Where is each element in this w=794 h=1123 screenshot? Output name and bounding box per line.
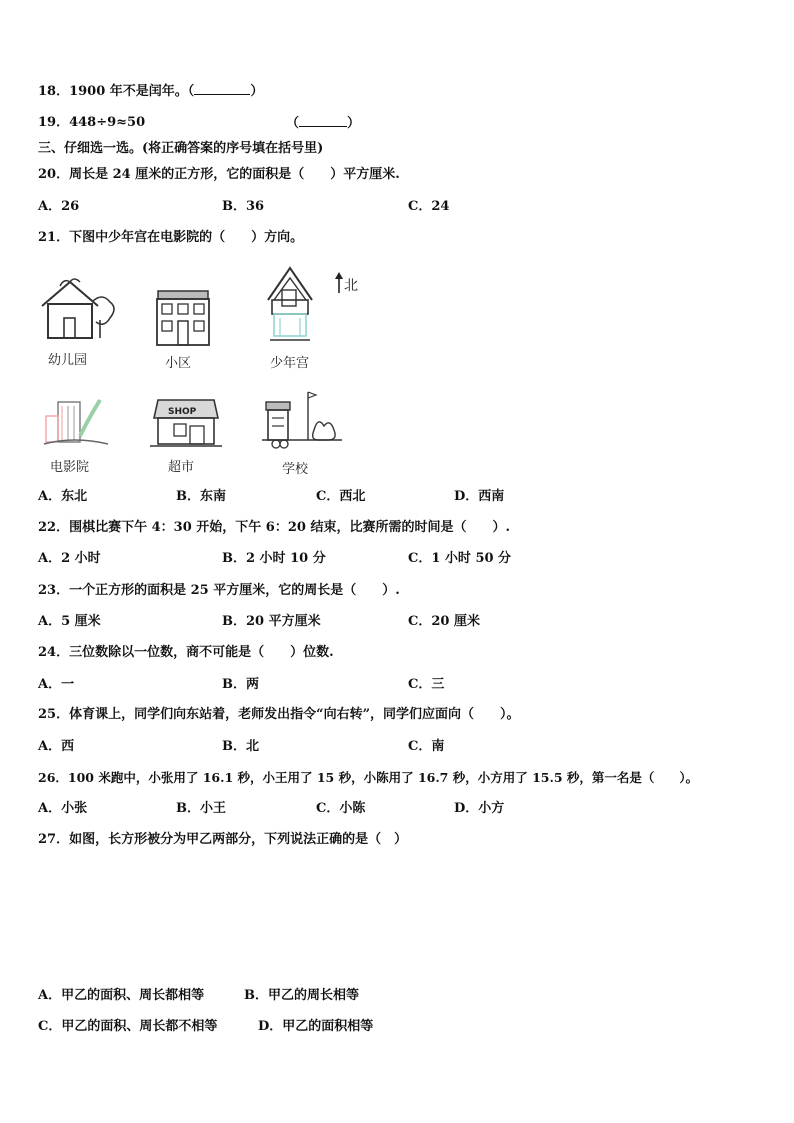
q26-option-a[interactable]: A．小张	[38, 801, 88, 816]
q18-text: 1900 年不是闰年。（	[69, 84, 195, 99]
label-residential: 小区	[165, 356, 192, 371]
q18-close: ）	[250, 84, 264, 99]
q18-answer-blank[interactable]	[194, 82, 250, 95]
q24-option-b[interactable]: B．两	[222, 677, 259, 692]
q20-option-b[interactable]: B．36	[222, 199, 265, 214]
q22-option-a[interactable]: A．2 小时	[38, 551, 101, 566]
q27-option-b[interactable]: B．甲乙的周长相等	[244, 988, 359, 1003]
question-21: 21．下图中少年宫在电影院的（ ）方向。	[38, 230, 304, 245]
north-label: 北	[344, 278, 358, 294]
q27-option-c[interactable]: C．甲乙的面积、周长都不相等	[38, 1019, 218, 1034]
school-icon	[262, 390, 342, 452]
q22-option-c[interactable]: C．1 小时 50 分	[408, 551, 512, 566]
question-18	[38, 82, 263, 101]
q20-option-a[interactable]: A．26	[38, 199, 80, 214]
q23-option-b[interactable]: B．20 平方厘米	[222, 614, 321, 629]
q19-open: （	[286, 116, 300, 131]
label-school: 学校	[282, 462, 309, 477]
q22-option-b[interactable]: B．2 小时 10 分	[222, 551, 326, 566]
q25-option-c[interactable]: C．南	[408, 739, 445, 754]
youth-palace-icon	[266, 266, 314, 352]
q19-text: 448÷9≈50	[69, 115, 146, 130]
q24-option-c[interactable]: C．三	[408, 677, 445, 692]
q26-option-c[interactable]: C．小陈	[316, 801, 366, 816]
q21-option-b[interactable]: B．东南	[176, 489, 226, 504]
question-24: 24．三位数除以一位数，商不可能是（ ）位数.	[38, 645, 334, 660]
q27-option-d[interactable]: D．甲乙的面积相等	[258, 1019, 374, 1034]
q19-answer	[286, 114, 360, 133]
question-20: 20．周长是 24 厘米的正方形，它的面积是（ ）平方厘米.	[38, 167, 400, 182]
q19-close: ）	[347, 116, 361, 131]
q23-option-a[interactable]: A．5 厘米	[38, 614, 101, 629]
question-23: 23．一个正方形的面积是 25 平方厘米，它的周长是（ ）.	[38, 583, 400, 598]
label-supermarket: 超市	[168, 460, 195, 475]
q21-option-c[interactable]: C．西北	[316, 489, 366, 504]
q27-option-a[interactable]: A．甲乙的面积、周长都相等	[38, 988, 205, 1003]
cinema-icon	[44, 396, 110, 450]
q23-option-c[interactable]: C．20 厘米	[408, 614, 480, 629]
question-19	[38, 114, 145, 132]
q25-option-a[interactable]: A．西	[38, 739, 75, 754]
residential-building-icon	[154, 289, 212, 347]
shop-sign: SHOP	[168, 407, 197, 417]
q19-number: 19．	[38, 115, 70, 130]
question-22: 22．围棋比赛下午 4：30 开始，下午 6：20 结束，比赛所需的时间是（ ）.	[38, 520, 510, 535]
section-3-title: 三、仔细选一选。(将正确答案的序号填在括号里)	[38, 141, 324, 156]
kindergarten-icon	[38, 276, 118, 344]
question-27: 27．如图，长方形被分为甲乙两部分，下列说法正确的是（ ）	[38, 832, 408, 847]
q18-number: 18．	[38, 84, 70, 99]
q26-option-b[interactable]: B．小王	[176, 801, 226, 816]
label-cinema: 电影院	[50, 460, 90, 475]
q24-option-a[interactable]: A．一	[38, 677, 75, 692]
q26-option-d[interactable]: D．小方	[454, 801, 505, 816]
question-25: 25．体育课上，同学们向东站着，老师发出指令“向右转”，同学们应面向（ ）。	[38, 707, 520, 722]
q19-answer-blank[interactable]	[299, 114, 347, 127]
question-26: 26．100 米跑中，小张用了 16.1 秒，小王用了 15 秒，小陈用了 16.7 秒，小方用了 15.5 秒，第一名是（ ）。	[38, 770, 699, 785]
supermarket-icon	[150, 396, 222, 452]
q21-option-a[interactable]: A．东北	[38, 489, 88, 504]
q25-option-b[interactable]: B．北	[222, 739, 259, 754]
label-youth-palace: 少年宫	[270, 356, 310, 371]
label-kindergarten: 幼儿园	[48, 353, 88, 368]
q20-option-c[interactable]: C．24	[408, 199, 450, 214]
q21-option-d[interactable]: D．西南	[454, 489, 505, 504]
